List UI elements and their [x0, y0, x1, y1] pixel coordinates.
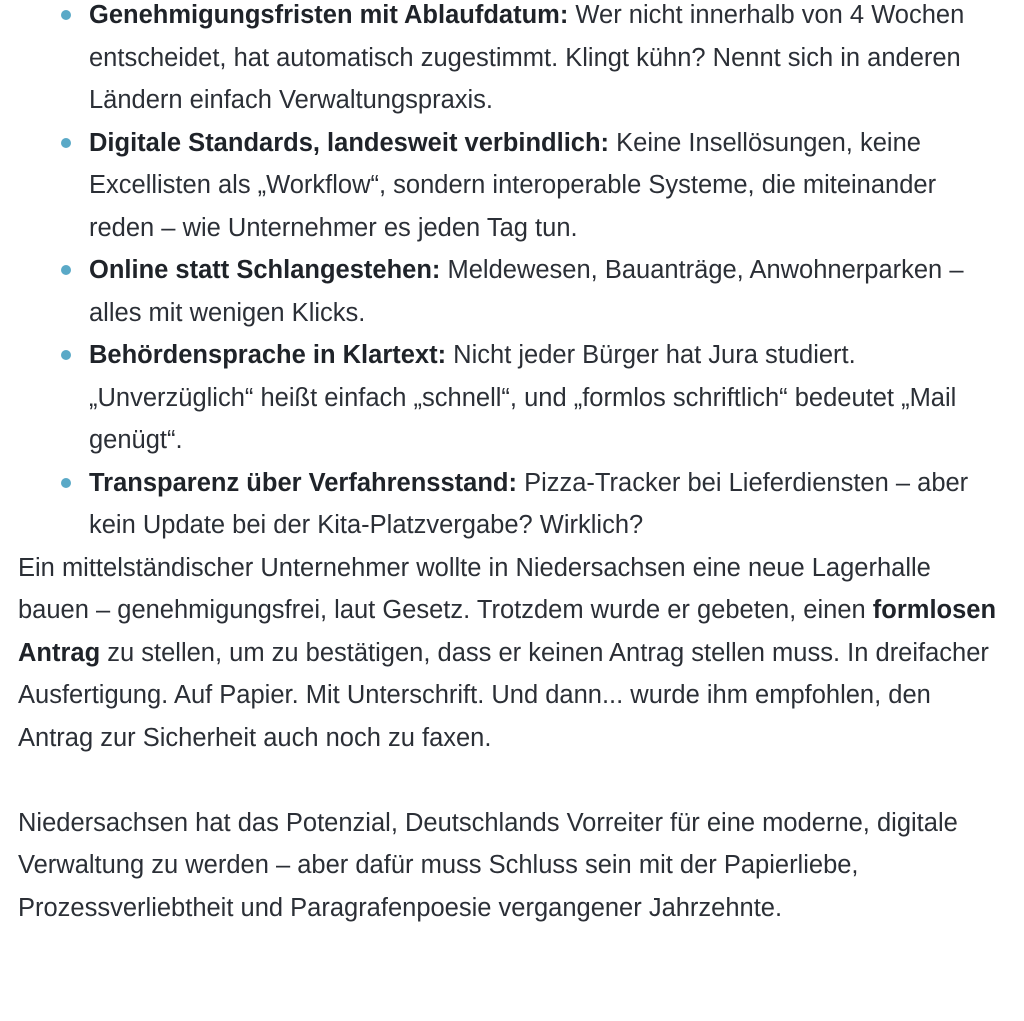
- bullet-dot-icon: [61, 138, 71, 148]
- list-item-heading: Genehmigungsfristen mit Ablaufdatum:: [89, 1, 569, 29]
- paragraph-text: Ein mittelständischer Unternehmer wollte in Niedersachsen eine neue Lagerhalle bauen – genehmigungsfrei, laut Gesetz. Trotzdem wurde er gebeten, einen: [18, 553, 931, 624]
- list-item-heading: Transparenz über Verfahrensstand:: [89, 468, 517, 497]
- anecdote-paragraph: [18, 547, 1008, 760]
- article-body: [18, 0, 1008, 929]
- list-item-text: Wer nicht innerhalb von 4 Wochen entscheidet, hat automatisch zugestimmt. Klingt kühn? Nennt sich in anderen Ländern einfach Verwaltungspraxis.: [89, 1, 965, 114]
- conclusion-paragraph: Niedersachsen hat das Potenzial, Deutschlands Vorreiter für eine moderne, digitale Verwaltung zu werden – aber dafür muss Schluss sein mit der Papierliebe, Prozessverliebtheit und Paragrafenpoesie vergangener Jahrzehnte.: [18, 808, 958, 922]
- list-item-heading: Behördensprache in Klartext:: [89, 341, 447, 369]
- list-item: [18, 122, 1008, 250]
- list-item-text: Keine Insellösungen, keine Excellisten als „Workflow“, sondern interoperable Systeme, die miteinander reden – wie Unternehmer es jeden Tag tun.: [89, 128, 937, 242]
- list-item-text: Nicht jeder Bürger hat Jura studiert. „Unverzüglich“ heißt einfach „schnell“, und „formlos schriftlich“ bedeutet „Mail genügt“.: [89, 341, 957, 454]
- list-item-heading: Online statt Schlangestehen:: [89, 256, 441, 284]
- emphasis-text: formlosen Antrag: [18, 596, 997, 667]
- paragraph-text: zu stellen, um zu bestätigen, dass er keinen Antrag stellen muss. In dreifacher Ausfertigung. Auf Papier. Mit Unterschrift. Und dann... wurde ihm empfohlen, den Antrag zur Sicherheit auch noch zu faxen.: [18, 638, 989, 752]
- list-item-text: Meldewesen, Bauanträge, Anwohnerparken – alles mit wenigen Klicks.: [89, 256, 964, 327]
- bullet-dot-icon: [61, 350, 71, 360]
- list-item-heading: Digitale Standards, landesweit verbindlich:: [89, 128, 610, 157]
- list-item: [18, 462, 1008, 547]
- paragraph-spacer: [18, 759, 1008, 802]
- list-item: [18, 0, 1008, 122]
- list-item: [18, 249, 1008, 334]
- bullet-dot-icon: [61, 10, 71, 20]
- list-item-text: Pizza-Tracker bei Lieferdiensten – aber kein Update bei der Kita-Platzvergabe? Wirklich?: [89, 468, 969, 539]
- demands-list: [18, 0, 1008, 547]
- list-item: [18, 334, 1008, 462]
- bullet-dot-icon: [61, 478, 71, 488]
- bullet-dot-icon: [61, 265, 71, 275]
